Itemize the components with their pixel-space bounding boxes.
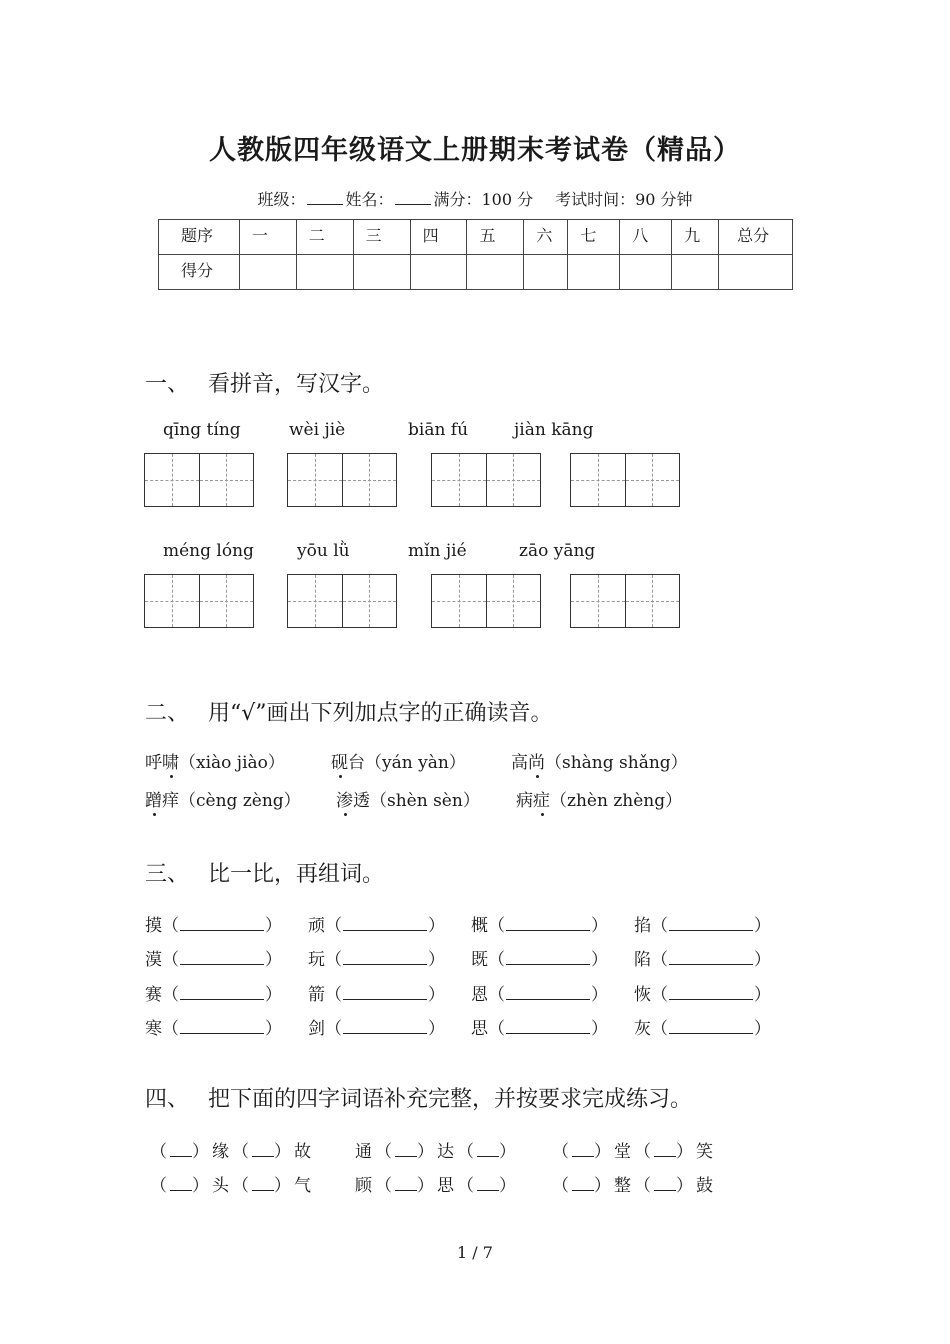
header-cell: 题序 (159, 220, 240, 255)
section-title: 用“√”画出下列加点字的正确读音。 (208, 701, 553, 726)
header-cell: 六 (524, 220, 568, 255)
score-cell[interactable] (524, 255, 568, 290)
full-score: 满分：100 分 (433, 190, 534, 209)
writing-grid[interactable] (431, 574, 541, 628)
writing-grid[interactable] (144, 453, 254, 507)
score-cell[interactable] (719, 255, 793, 290)
compare-item[interactable]: 概（ ） (471, 916, 608, 936)
idiom-item[interactable]: 通（ ）达（ ） (355, 1142, 519, 1162)
section-number: 二、 (145, 701, 190, 726)
score-value-row (159, 255, 793, 290)
score-cell[interactable] (410, 255, 467, 290)
pinyin-label: jiàn kāng (514, 420, 594, 440)
section-number: 三、 (145, 862, 190, 887)
section-title: 把下面的四字词语补充完整，并按要求完成练习。 (208, 1087, 693, 1112)
compare-item[interactable]: 赛（ ） (145, 985, 282, 1005)
reading-item[interactable]: 病症（zhèn zhèng） (516, 786, 682, 811)
score-cell[interactable] (467, 255, 524, 290)
header-cell: 八 (620, 220, 672, 255)
header-cell: 七 (568, 220, 620, 255)
compare-item[interactable]: 既（ ） (471, 950, 608, 970)
name-label: 姓名： (345, 190, 394, 209)
compare-item[interactable]: 陷（ ） (634, 950, 771, 970)
header-cell: 四 (410, 220, 467, 255)
pinyin-label: mǐn jié (408, 541, 467, 561)
compare-item[interactable]: 寒（ ） (145, 1019, 282, 1039)
score-cell[interactable] (239, 255, 296, 290)
compare-item[interactable]: 玩（ ） (308, 950, 445, 970)
compare-item[interactable]: 思（ ） (471, 1019, 608, 1039)
pinyin-label: zāo yāng (519, 541, 596, 561)
section-4-heading (145, 1082, 692, 1113)
pinyin-label: méng lóng (163, 541, 254, 561)
idiom-item[interactable]: （ ）整（ ）鼓 (552, 1176, 716, 1196)
header-cell: 五 (467, 220, 524, 255)
reading-item[interactable]: 高尚（shàng shǎng） (511, 748, 688, 773)
section-number: 一、 (145, 372, 190, 397)
exam-time: 考试时间：90 分钟 (555, 190, 693, 209)
score-cell[interactable] (568, 255, 620, 290)
idiom-item[interactable]: 顾（ ）思（ ） (355, 1176, 519, 1196)
compare-item[interactable]: 摸（ ） (145, 916, 282, 936)
section-3-heading (145, 857, 384, 888)
page-number: 1 / 7 (457, 1243, 493, 1262)
section-2-heading (145, 696, 553, 727)
section-1-heading (145, 367, 384, 398)
pinyin-label: yōu lǜ (297, 541, 350, 561)
score-header-row (159, 220, 793, 255)
writing-grid[interactable] (570, 574, 680, 628)
header-cell: 九 (672, 220, 719, 255)
score-cell[interactable] (620, 255, 672, 290)
header-cell: 二 (296, 220, 353, 255)
reading-item[interactable]: 蹭痒（cèng zèng） (145, 786, 301, 811)
score-cell[interactable] (296, 255, 353, 290)
compare-item[interactable]: 顽（ ） (308, 916, 445, 936)
row-label: 得分 (159, 255, 240, 290)
pinyin-label: qīng tíng (163, 420, 241, 440)
pinyin-label: biān fú (408, 420, 469, 440)
score-cell[interactable] (353, 255, 410, 290)
writing-grid[interactable] (287, 453, 397, 507)
compare-item[interactable]: 灰（ ） (634, 1019, 771, 1039)
reading-item[interactable]: 渗透（shèn sèn） (336, 786, 480, 811)
page-title: 人教版四年级语文上册期末考试卷（精品） (209, 135, 741, 166)
name-blank[interactable] (395, 190, 431, 205)
writing-grid[interactable] (287, 574, 397, 628)
idiom-item[interactable]: （ ）头（ ）气 (150, 1176, 314, 1196)
writing-grid[interactable] (570, 453, 680, 507)
compare-item[interactable]: 剑（ ） (308, 1019, 445, 1039)
class-label: 班级： (257, 190, 306, 209)
header-cell: 三 (353, 220, 410, 255)
section-title: 看拼音，写汉字。 (208, 372, 385, 397)
compare-item[interactable]: 恩（ ） (471, 985, 608, 1005)
exam-info (0, 187, 950, 210)
reading-item[interactable]: 呼啸（xiào jiào） (145, 748, 285, 773)
compare-item[interactable]: 漠（ ） (145, 950, 282, 970)
header-cell: 一 (239, 220, 296, 255)
pinyin-label: wèi jiè (289, 420, 346, 440)
header-cell: 总分 (719, 220, 793, 255)
writing-grid[interactable] (144, 574, 254, 628)
writing-grid[interactable] (431, 453, 541, 507)
idiom-item[interactable]: （ ）缘（ ）故 (150, 1142, 314, 1162)
score-cell[interactable] (672, 255, 719, 290)
reading-item[interactable]: 砚台（yán yàn） (331, 748, 466, 773)
compare-item[interactable]: 掐（ ） (634, 916, 771, 936)
score-table (158, 219, 793, 290)
section-number: 四、 (145, 1087, 190, 1112)
section-title: 比一比，再组词。 (208, 862, 385, 887)
compare-item[interactable]: 恢（ ） (634, 985, 771, 1005)
compare-item[interactable]: 箭（ ） (308, 985, 445, 1005)
idiom-item[interactable]: （ ）堂（ ）笑 (552, 1142, 716, 1162)
class-blank[interactable] (307, 190, 343, 205)
